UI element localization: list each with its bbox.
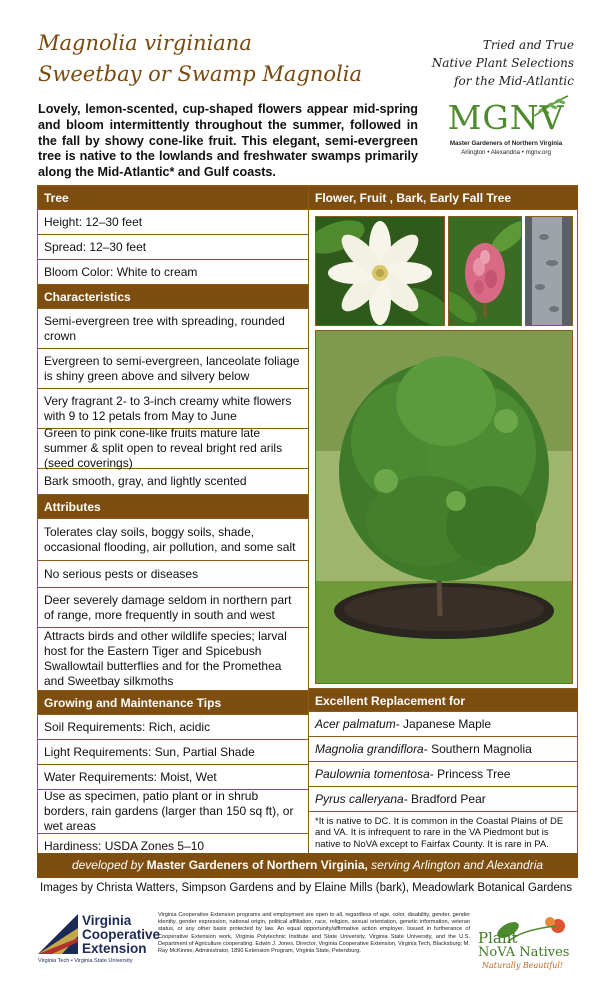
common-name: Sweetbay or Swamp Magnolia xyxy=(38,62,363,86)
section-header-replacement: Excellent Replacement for xyxy=(309,688,578,712)
replacement-common-name: - Japanese Maple xyxy=(395,716,492,731)
tagline-line: Native Plant Selections xyxy=(431,56,574,70)
pnn-line-3: Naturally Beautiful! xyxy=(482,961,564,970)
characteristic-item: Evergreen to semi-evergreen, lanceolate foliage is shiny green above and silvery below xyxy=(38,349,308,389)
replacement-common-name: - Southern Magnolia xyxy=(423,741,532,756)
vce-wordmark xyxy=(82,914,160,956)
intro-paragraph: Lovely, lemon-scented, cup-shaped flowers appear mid-spring and bloom intermittently throughout the summer, followed in the fall by showy cone-like fruit. This elegant, semi-evergreen tree is native to the lowlands and freshwater swamps primarily along the Mid-Atlantic* and Gulf coasts. xyxy=(38,102,418,180)
section-header-attributes: Attributes xyxy=(38,495,308,519)
vce-universities: Virginia Tech • Virginia State University xyxy=(38,958,133,964)
attribute-item: Tolerates clay soils, boggy soils, shade, occasional flooding, air pollution, and some salt xyxy=(38,519,308,561)
fact-sheet-table xyxy=(37,185,578,855)
image-credits: Images by Christa Watters, Simpson Gardens and by Elaine Mills (bark), Meadowlark Botanical Gardens xyxy=(40,882,572,894)
plant-nova-natives-logo xyxy=(478,912,578,972)
section-header-photos: Flower, Fruit , Bark, Early Fall Tree xyxy=(309,186,578,210)
section-header-characteristics: Characteristics xyxy=(38,285,308,309)
soil-requirements: Soil Requirements: Rich, acidic xyxy=(38,715,308,740)
tree-photo xyxy=(315,330,573,684)
section-header-growing: Growing and Maintenance Tips xyxy=(38,691,308,715)
native-range-note: *It is native to DC. It is common in the Coastal Plains of DE and VA. It is infrequent to rare in the VA Piedmont but is native to NoVA except to Fairfax County. It is rare in PA. xyxy=(315,815,564,850)
developed-prefix: developed by xyxy=(71,858,147,872)
tagline xyxy=(404,36,574,90)
replacement-section xyxy=(309,688,578,854)
attribute-item: Attracts birds and other wildlife species; larval host for the Eastern Tiger and Spicebush Swallowtail butterflies and for the Promethea and Sweetbay silkmoths xyxy=(38,628,308,691)
use-recommendation: Use as specimen, patio plant or in shrub borders, rain gardens (larger than 150 sq ft), or wet areas xyxy=(38,790,308,834)
latin-name: Magnolia virginiana xyxy=(38,31,252,55)
tagline-line: Tried and True xyxy=(482,38,574,52)
developed-org: Master Gardeners of Northern Virginia, xyxy=(146,858,368,872)
replacement-scientific-name: Magnolia grandiflora xyxy=(315,741,424,756)
vce-line: Virginia xyxy=(82,913,132,928)
section-header-tree: Tree xyxy=(38,186,308,210)
replacement-scientific-name: Paulownia tomentosa xyxy=(315,766,430,781)
developed-suffix: serving Arlington and Alexandria xyxy=(367,858,544,872)
replacement-item xyxy=(309,737,578,762)
characteristic-item: Green to pink cone-like fruits mature late summer & split open to reveal bright red arils (seed coverings) xyxy=(38,429,308,469)
characteristic-item: Bark smooth, gray, and lightly scented xyxy=(38,469,308,495)
tree-height: Height: 12–30 feet xyxy=(38,210,308,235)
photo-panel xyxy=(309,210,578,688)
logo-locations: Arlington • Alexandria • mgnv.org xyxy=(461,149,551,156)
characteristic-item: Semi-evergreen tree with spreading, rounded crown xyxy=(38,309,308,349)
replacement-item xyxy=(309,787,578,812)
developed-by-band xyxy=(37,853,578,878)
mgnv-logo xyxy=(436,94,576,156)
vce-line: Extension xyxy=(82,941,147,956)
logo-mark: MGNV xyxy=(447,98,565,137)
characteristic-item: Very fragrant 2- to 3-inch creamy white flowers with 9 to 12 petals from May to June xyxy=(38,389,308,429)
legal-notice: Virginia Cooperative Extension programs and employment are open to all, regardless of age, color, disability, gender, gender identity, gender expression, national origin, political affiliation, race, religion, sexual orientation, genetic information, veteran status, or any other basis protected by law. An equal opportunity/affirmative action employer. Issued in furtherance of Cooperative Extension work, Virginia Polytechnic Institute and State University, Virginia State University, and the U.S. Department of Agriculture cooperating. Edwin J. Jones, Director, Virginia Cooperative Extension, Virginia Tech, Blacksburg; M. Ray McKinnie, Administrator, 1890 Extension Program, Virginia State, Petersburg. xyxy=(158,912,470,955)
left-column xyxy=(38,186,308,859)
tree-spread: Spread: 12–30 feet xyxy=(38,235,308,260)
vce-line: Cooperative xyxy=(82,927,161,942)
tagline-line: for the Mid-Atlantic xyxy=(454,74,574,88)
light-requirements: Light Requirements: Sun, Partial Shade xyxy=(38,740,308,765)
water-requirements: Water Requirements: Moist, Wet xyxy=(38,765,308,790)
flower-photo xyxy=(315,216,445,326)
replacement-scientific-name: Acer palmatum xyxy=(315,716,396,731)
bark-photo xyxy=(525,216,573,326)
replacement-common-name: - Bradford Pear xyxy=(403,791,486,806)
logo-org-name: Master Gardeners of Northern Virginia xyxy=(449,140,563,147)
right-column xyxy=(308,186,578,854)
pnn-line-1: Plant xyxy=(478,929,518,947)
fruit-photo xyxy=(448,216,522,326)
replacement-item xyxy=(309,712,578,737)
replacement-common-name: - Princess Tree xyxy=(429,766,511,781)
page-title xyxy=(38,28,362,90)
replacement-item xyxy=(309,762,578,787)
attribute-item: Deer severely damage seldom in northern part of range, more frequently in south and west xyxy=(38,588,308,628)
pnn-line-2: NoVA Natives xyxy=(478,945,570,960)
hardiness-zone: Hardiness: USDA Zones 5–10 xyxy=(44,839,205,853)
tree-bloom-color: Bloom Color: White to cream xyxy=(38,260,308,285)
vce-emblem-icon xyxy=(38,914,78,954)
replacement-scientific-name: Pyrus calleryana xyxy=(315,791,404,806)
vce-logo xyxy=(38,913,161,964)
attribute-item: No serious pests or diseases xyxy=(38,561,308,588)
